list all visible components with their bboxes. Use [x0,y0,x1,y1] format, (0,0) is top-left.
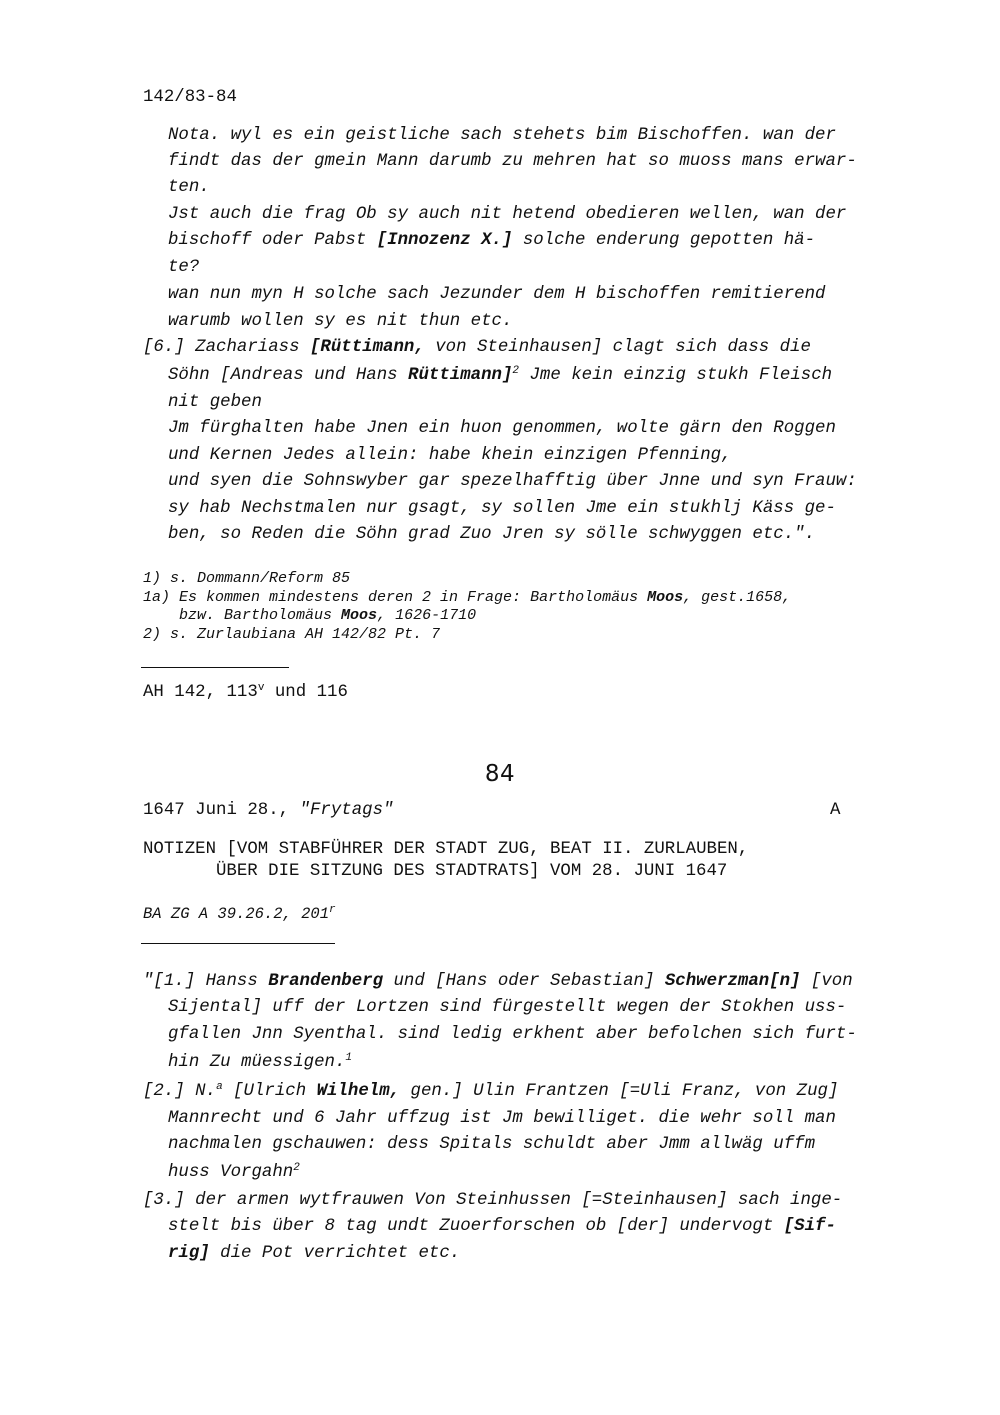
text-line: Jst auch die frag Ob sy auch nit hetend obedieren wellen, wan der [168,205,847,224]
text-line: sy hab Nechstmalen nur gsagt, sy sollen Jme ein stukhlj Käss ge- [168,499,836,518]
archive-source: BA ZG A 39.26.2, 201$^r$ [143,904,336,923]
document-number: 84 [484,761,516,787]
footnote-ref: 2 [293,1162,300,1174]
footnote: bzw. Bartholomäus Moos, 1626-1710 [143,607,477,624]
person-name: Schwerzman[n] [664,972,801,991]
text-line: ben, so Reden die Söhn grad Zuo Jren sy sölle schwyggen etc.". [168,525,816,544]
entry-line: [3.] der armen wytfrauwen Von Steinhussen [=Steinhausen] sach inge- [143,1191,843,1210]
text-line: Söhn [Andreas und Hans Rüttimann]$^2$ Jme kein einzig stukh Fleisch [168,365,833,385]
footnote-ref: 1 [345,1052,353,1064]
text-line: bischoff oder Pabst [Innozenz X.] solche enderung gepotten hä- [168,231,816,250]
divider [141,943,335,944]
source-reference: AH 142, 113$^v$ und 116 [143,682,348,702]
text-line: wan nun myn H solche sach Jezunder dem H bischoffen remitierend [168,285,826,304]
person-name: [Rüttimann, [309,338,425,357]
text-line: ten. [168,178,210,197]
divider [141,667,289,668]
person-name: rig] [168,1244,210,1263]
document-title: ÜBER DIE SITZUNG DES STADTRATS] VOM 28. JUNI 1647 [216,862,728,881]
document-title: NOTIZEN [VOM STABFÜHRER DER STADT ZUG, BEAT II. ZURLAUBEN, [143,840,749,859]
text-line: und Kernen Jedes allein: habe khein einzigen Pfenning, [168,446,732,465]
document-date: 1647 Juni 28., "Frytags" [143,801,394,820]
person-name: Brandenberg [268,972,384,991]
document-classification: A [830,801,841,820]
text-line: Jm fürghalten habe Jnen ein huon genommen, wolte gärn den Roggen [168,419,836,438]
person-name: Rüttimann] [408,366,513,385]
entry-line: Sijental] uff der Lortzen sind fürgestellt wegen der Stokhen uss- [168,998,847,1017]
entry-line: hin Zu müessigen.$^1$ [168,1052,353,1072]
footnote: 1a) Es kommen mindestens deren 2 in Frage: Bartholomäus Moos, gest.1658, [143,589,792,606]
text-line: [6.] Zachariass [Rüttimann, von Steinhausen] clagt sich dass die [143,338,811,357]
text-line: findt das der gmein Mann darumb zu mehren hat so muoss mans erwar- [168,152,857,171]
footnote: 1) s. Dommann/Reform 85 [143,570,351,587]
editorial-name: [Innozenz X.] [376,231,513,250]
entry-line: huss Vorgahn$^2$ [168,1162,300,1182]
text-line: warumb wollen sy es nit thun etc. [168,312,513,331]
person-name: Wilhelm, [316,1082,401,1101]
text-line: nit geben [168,393,262,412]
text-line: te? [168,258,200,277]
entry-line: stelt bis über 8 tag undt Zuoerforschen ob [der] undervogt [Sif- [168,1217,836,1236]
entry-line: nachmalen gschauwen: dess Spitals schuldt aber Jmm allwäg uffm [168,1135,816,1154]
entry-line: "[1.] Hanss Brandenberg und [Hans oder Sebastian] Schwerzman[n] [von [143,972,853,991]
text-line: Nota. wyl es ein geistliche sach stehets bim Bischoffen. wan der [168,126,836,145]
text-line: und syen die Sohnswyber gar spezelhafftig über Jnne und syn Frauw: [168,472,857,491]
footnote-ref: 2 [512,365,520,377]
footnote: 2) s. Zurlaubiana AH 142/82 Pt. 7 [143,626,441,643]
entry-line: rig] die Pot verrichtet etc. [168,1244,461,1263]
entry-line: [2.] N.$^a$ [Ulrich Wilhelm, gen.] Ulin Frantzen [=Uli Franz, von Zug] [143,1081,839,1101]
person-name: [Sif- [783,1217,836,1236]
entry-line: gfallen Jnn Syenthal. sind ledig erkhent aber befolchen sich furt- [168,1025,857,1044]
page-reference: 142/83-84 [143,88,237,107]
entry-line: Mannrecht und 6 Jahr uffzug ist Jm bewilliget. die wehr soll man [168,1109,836,1128]
